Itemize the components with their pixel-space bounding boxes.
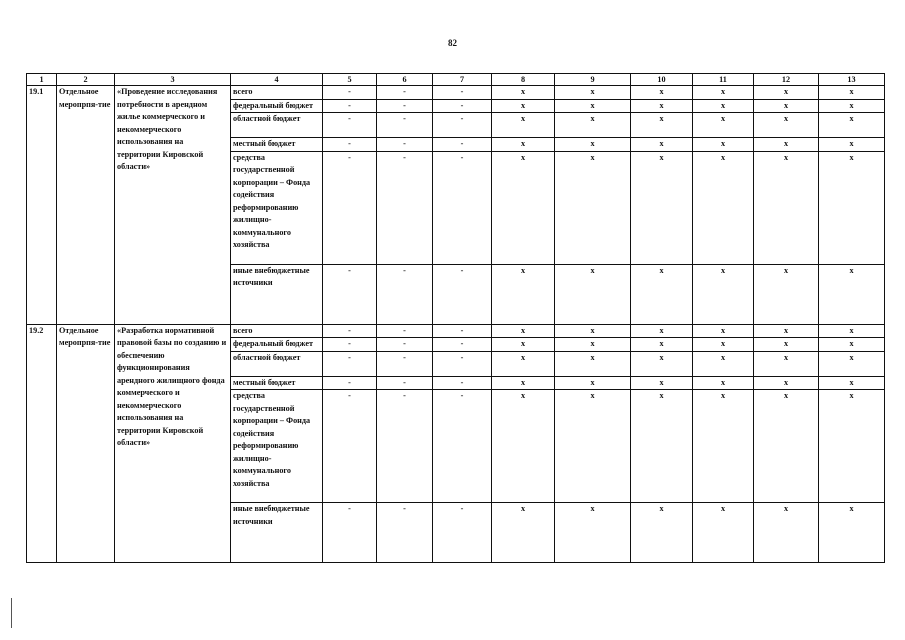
value-cell: x [631, 351, 693, 376]
value-cell: x [631, 264, 693, 324]
value-cell: x [631, 86, 693, 100]
value-cell: x [693, 113, 754, 138]
value-cell: x [555, 324, 631, 338]
funding-source: средства государственной корпорации – Фонда содействия реформированию жилищно-коммунального хозяйства [231, 390, 323, 503]
value-cell: x [819, 324, 885, 338]
column-header: 3 [115, 74, 231, 86]
value-cell: - [377, 324, 433, 338]
value-cell: x [693, 86, 754, 100]
value-cell: x [819, 86, 885, 100]
value-cell: x [555, 151, 631, 264]
value-cell: x [492, 151, 555, 264]
value-cell: x [819, 151, 885, 264]
value-cell: - [433, 503, 492, 563]
value-cell: x [631, 324, 693, 338]
value-cell: x [631, 151, 693, 264]
page-number: 82 [448, 38, 457, 48]
value-cell: x [693, 324, 754, 338]
table-row [27, 86, 885, 100]
value-cell: x [693, 99, 754, 113]
item-description: «Проведение исследования потребности в арендном жилье коммерческого и некоммерческого использования на территории Кировской области» [115, 86, 231, 325]
value-cell: - [323, 390, 377, 503]
column-header: 2 [57, 74, 115, 86]
value-cell: x [819, 390, 885, 503]
column-header: 4 [231, 74, 323, 86]
value-cell: - [323, 151, 377, 264]
margin-mark [11, 598, 12, 628]
value-cell: - [323, 376, 377, 390]
value-cell: x [492, 99, 555, 113]
funding-source: иные внебюджетные источники [231, 264, 323, 324]
value-cell: x [754, 113, 819, 138]
funding-source: местный бюджет [231, 138, 323, 152]
item-type: Отдельное меропрпя-тие [57, 86, 115, 325]
value-cell: x [492, 376, 555, 390]
value-cell: x [492, 324, 555, 338]
value-cell: - [433, 324, 492, 338]
funding-source: федеральный бюджет [231, 99, 323, 113]
value-cell: - [433, 138, 492, 152]
value-cell: x [492, 138, 555, 152]
value-cell: x [492, 351, 555, 376]
column-header: 13 [819, 74, 885, 86]
value-cell: x [754, 86, 819, 100]
value-cell: x [555, 338, 631, 352]
value-cell: x [754, 138, 819, 152]
value-cell: x [754, 324, 819, 338]
value-cell: x [819, 503, 885, 563]
value-cell: x [819, 264, 885, 324]
value-cell: x [819, 138, 885, 152]
column-header: 9 [555, 74, 631, 86]
value-cell: x [555, 86, 631, 100]
value-cell: - [377, 264, 433, 324]
value-cell: x [754, 390, 819, 503]
value-cell: - [323, 138, 377, 152]
value-cell: - [433, 113, 492, 138]
value-cell: - [377, 338, 433, 352]
value-cell: - [323, 99, 377, 113]
value-cell: - [433, 99, 492, 113]
column-header: 11 [693, 74, 754, 86]
column-header: 5 [323, 74, 377, 86]
value-cell: x [492, 264, 555, 324]
value-cell: - [433, 390, 492, 503]
value-cell: x [819, 351, 885, 376]
value-cell: - [433, 338, 492, 352]
value-cell: x [555, 376, 631, 390]
funding-source: всего [231, 86, 323, 100]
value-cell: x [693, 503, 754, 563]
value-cell: - [323, 113, 377, 138]
value-cell: - [433, 376, 492, 390]
value-cell: x [555, 264, 631, 324]
value-cell: x [631, 113, 693, 138]
value-cell: x [555, 390, 631, 503]
value-cell: x [631, 503, 693, 563]
column-header: 1 [27, 74, 57, 86]
value-cell: - [433, 264, 492, 324]
value-cell: - [323, 324, 377, 338]
value-cell: x [754, 99, 819, 113]
funding-source: всего [231, 324, 323, 338]
value-cell: x [693, 376, 754, 390]
value-cell: x [492, 338, 555, 352]
value-cell: x [754, 264, 819, 324]
table-row [27, 324, 885, 338]
item-number: 19.2 [27, 324, 57, 563]
value-cell: - [323, 351, 377, 376]
value-cell: x [754, 376, 819, 390]
value-cell: x [555, 99, 631, 113]
item-type: Отдельное меропрпя-тие [57, 324, 115, 563]
value-cell: - [433, 351, 492, 376]
funding-source: областной бюджет [231, 113, 323, 138]
column-header: 6 [377, 74, 433, 86]
value-cell: x [819, 99, 885, 113]
funding-source: областной бюджет [231, 351, 323, 376]
value-cell: x [631, 138, 693, 152]
value-cell: x [693, 138, 754, 152]
value-cell: - [433, 151, 492, 264]
value-cell: x [631, 376, 693, 390]
value-cell: - [433, 86, 492, 100]
value-cell: x [492, 86, 555, 100]
value-cell: x [555, 138, 631, 152]
value-cell: x [631, 99, 693, 113]
value-cell: x [754, 351, 819, 376]
value-cell: x [555, 113, 631, 138]
funding-source: федеральный бюджет [231, 338, 323, 352]
item-number: 19.1 [27, 86, 57, 325]
value-cell: x [693, 264, 754, 324]
value-cell: x [555, 503, 631, 563]
funding-source: иные внебюджетные источники [231, 503, 323, 563]
value-cell: x [492, 113, 555, 138]
value-cell: - [377, 138, 433, 152]
column-header: 8 [492, 74, 555, 86]
value-cell: - [377, 113, 433, 138]
value-cell: x [819, 376, 885, 390]
value-cell: x [693, 351, 754, 376]
value-cell: - [377, 503, 433, 563]
value-cell: x [819, 113, 885, 138]
value-cell: x [631, 390, 693, 503]
value-cell: x [754, 151, 819, 264]
value-cell: - [323, 503, 377, 563]
value-cell: x [693, 390, 754, 503]
value-cell: - [377, 351, 433, 376]
value-cell: - [377, 376, 433, 390]
value-cell: x [693, 151, 754, 264]
value-cell: x [819, 338, 885, 352]
value-cell: x [754, 338, 819, 352]
value-cell: x [631, 338, 693, 352]
value-cell: - [377, 151, 433, 264]
column-header: 7 [433, 74, 492, 86]
funding-source: средства государственной корпорации – Фонда содействия реформированию жилищно-коммунального хозяйства [231, 151, 323, 264]
value-cell: - [323, 86, 377, 100]
item-description: «Разработка нормативной правовой базы по созданию и обеспечению функционирования арендного жилищного фонда коммерческого и некоммерческого использования на территории Кировской области» [115, 324, 231, 563]
column-header: 12 [754, 74, 819, 86]
value-cell: x [754, 503, 819, 563]
value-cell: x [693, 338, 754, 352]
value-cell: - [377, 390, 433, 503]
value-cell: x [492, 390, 555, 503]
value-cell: - [377, 86, 433, 100]
value-cell: x [492, 503, 555, 563]
value-cell: x [555, 351, 631, 376]
funding-source: местный бюджет [231, 376, 323, 390]
column-header: 10 [631, 74, 693, 86]
header-row [27, 74, 885, 86]
value-cell: - [323, 264, 377, 324]
funding-table [26, 73, 885, 563]
value-cell: - [377, 99, 433, 113]
value-cell: - [323, 338, 377, 352]
